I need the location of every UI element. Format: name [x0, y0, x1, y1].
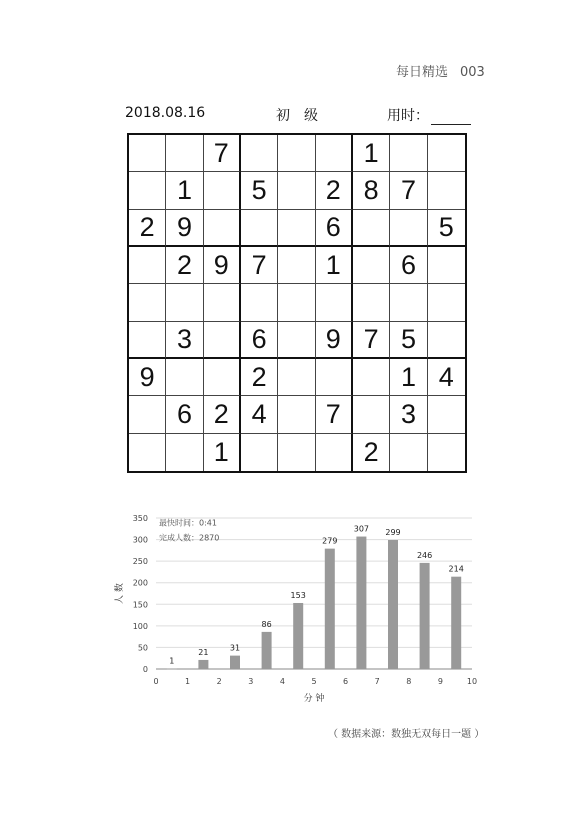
sudoku-cell	[278, 396, 315, 433]
sudoku-cell	[129, 434, 166, 471]
y-tick-label: 150	[132, 600, 148, 610]
sudoku-cell: 6	[241, 322, 278, 359]
source-note: （ 数据来源：数独无双每日一题 ）	[328, 729, 485, 740]
sudoku-cell: 6	[166, 396, 203, 433]
x-tick-label: 6	[343, 677, 349, 686]
sudoku-cell: 2	[353, 434, 390, 471]
x-axis-label: 分 钟	[303, 694, 325, 704]
y-tick-label: 100	[132, 621, 148, 631]
data-label: 279	[322, 536, 338, 546]
x-tick-label: 0	[153, 677, 159, 686]
y-tick-label: 0	[142, 665, 148, 674]
sudoku-cell	[166, 135, 203, 172]
bar	[167, 669, 177, 670]
sudoku-cell: 1	[353, 135, 390, 172]
sudoku-cell	[241, 210, 278, 247]
sudoku-cell: 1	[204, 434, 241, 471]
sudoku-cell	[278, 434, 315, 471]
y-axis-label: 人 数	[115, 583, 125, 604]
sudoku-cell	[241, 434, 278, 471]
sudoku-cell: 2	[316, 172, 353, 209]
bar	[325, 549, 335, 669]
y-tick-label: 250	[132, 557, 148, 567]
x-tick-label: 7	[374, 677, 380, 686]
sudoku-cell	[129, 322, 166, 359]
annotation-completed-count: 完成人数：2870	[159, 533, 220, 543]
y-tick-label: 350	[132, 514, 148, 523]
sudoku-cell: 7	[241, 247, 278, 284]
data-label: 31	[229, 643, 241, 653]
sudoku-cell	[353, 247, 390, 284]
x-tick-label: 2	[216, 677, 222, 686]
sudoku-cell	[428, 135, 465, 172]
sudoku-cell	[129, 247, 166, 284]
sudoku-cell	[204, 284, 241, 321]
sudoku-grid	[127, 133, 467, 473]
sudoku-cell	[278, 322, 315, 359]
sudoku-cell: 9	[166, 210, 203, 247]
sudoku-cell	[166, 434, 203, 471]
annotation-fastest-time: 最快时间：0:41	[159, 518, 217, 528]
time-field	[387, 105, 471, 125]
bar	[262, 632, 272, 669]
sudoku-cell	[129, 284, 166, 321]
sudoku-cell	[353, 359, 390, 396]
sudoku-cell	[428, 247, 465, 284]
y-tick-label: 50	[137, 643, 148, 653]
sudoku-cell: 8	[353, 172, 390, 209]
time-blank-line	[431, 110, 471, 125]
sudoku-cell	[204, 322, 241, 359]
bar	[388, 540, 398, 669]
sudoku-cell: 7	[390, 172, 427, 209]
sudoku-cell: 3	[390, 396, 427, 433]
bar	[293, 603, 303, 669]
x-tick-label: 4	[279, 677, 285, 686]
x-tick-label: 10	[466, 677, 478, 686]
sudoku-cell	[390, 135, 427, 172]
sudoku-cell: 4	[428, 359, 465, 396]
sudoku-cell	[278, 359, 315, 396]
completion-time-chart	[100, 505, 480, 710]
sudoku-cell	[166, 284, 203, 321]
sudoku-cell	[353, 396, 390, 433]
sudoku-cell: 2	[129, 210, 166, 247]
sudoku-cell	[204, 172, 241, 209]
sudoku-cell: 5	[390, 322, 427, 359]
puzzle-date: 2018.08.16	[125, 105, 206, 121]
sudoku-cell: 5	[428, 210, 465, 247]
sudoku-cell: 1	[166, 172, 203, 209]
sudoku-cell	[353, 284, 390, 321]
y-tick-label: 200	[132, 578, 148, 588]
bar	[420, 563, 430, 669]
sudoku-cell: 9	[204, 247, 241, 284]
sudoku-cell	[278, 135, 315, 172]
sudoku-cell	[278, 210, 315, 247]
data-label: 86	[261, 619, 272, 629]
sudoku-cell	[204, 210, 241, 247]
sudoku-cell: 2	[204, 396, 241, 433]
sudoku-cell: 9	[129, 359, 166, 396]
bar	[230, 656, 240, 669]
sudoku-cell: 7	[353, 322, 390, 359]
difficulty-level: 初级	[276, 108, 332, 124]
sudoku-cell: 2	[166, 247, 203, 284]
data-label: 246	[416, 550, 433, 560]
y-tick-label: 300	[132, 535, 148, 545]
x-tick-label: 8	[406, 677, 412, 686]
sudoku-cell	[428, 284, 465, 321]
sudoku-cell	[278, 172, 315, 209]
sudoku-cell	[129, 135, 166, 172]
sudoku-cell	[241, 284, 278, 321]
sudoku-cell: 2	[241, 359, 278, 396]
sudoku-cell	[428, 172, 465, 209]
sudoku-cell: 7	[316, 396, 353, 433]
sudoku-cell	[129, 396, 166, 433]
x-tick-label: 5	[311, 677, 317, 686]
data-label: 153	[290, 590, 306, 600]
sudoku-cell: 9	[316, 322, 353, 359]
sudoku-cell: 4	[241, 396, 278, 433]
x-tick-label: 9	[437, 677, 443, 686]
bar	[198, 660, 208, 669]
sudoku-cell	[428, 396, 465, 433]
sudoku-cell	[316, 434, 353, 471]
data-label: 214	[448, 564, 464, 574]
sudoku-cell: 1	[316, 247, 353, 284]
sudoku-cell	[316, 359, 353, 396]
sudoku-cell	[241, 135, 278, 172]
sudoku-cell	[166, 359, 203, 396]
sudoku-cell	[390, 284, 427, 321]
sudoku-cell	[353, 210, 390, 247]
data-label: 21	[198, 647, 209, 657]
sudoku-cell: 5	[241, 172, 278, 209]
sudoku-cell: 6	[316, 210, 353, 247]
sudoku-cell	[390, 434, 427, 471]
data-label: 299	[385, 528, 401, 538]
sudoku-cell: 3	[166, 322, 203, 359]
sudoku-cell	[316, 135, 353, 172]
sudoku-cell	[204, 359, 241, 396]
sudoku-cell: 6	[390, 247, 427, 284]
sudoku-cell	[278, 284, 315, 321]
sudoku-cell: 1	[390, 359, 427, 396]
x-tick-label: 3	[248, 677, 254, 686]
sudoku-cell	[428, 322, 465, 359]
sudoku-cell: 7	[204, 135, 241, 172]
sudoku-cell	[316, 284, 353, 321]
sudoku-cell	[129, 172, 166, 209]
data-label: 1	[169, 656, 175, 666]
data-label: 307	[353, 524, 370, 534]
bar	[356, 537, 366, 669]
page-header	[396, 61, 506, 80]
x-tick-label: 1	[185, 677, 191, 686]
header-title: 每日精选	[396, 65, 449, 80]
sudoku-cell	[428, 434, 465, 471]
time-label: 用时：	[387, 108, 429, 124]
header-number: 003	[460, 65, 485, 80]
bar	[451, 577, 461, 669]
sudoku-cell	[278, 247, 315, 284]
sudoku-cell	[390, 210, 427, 247]
